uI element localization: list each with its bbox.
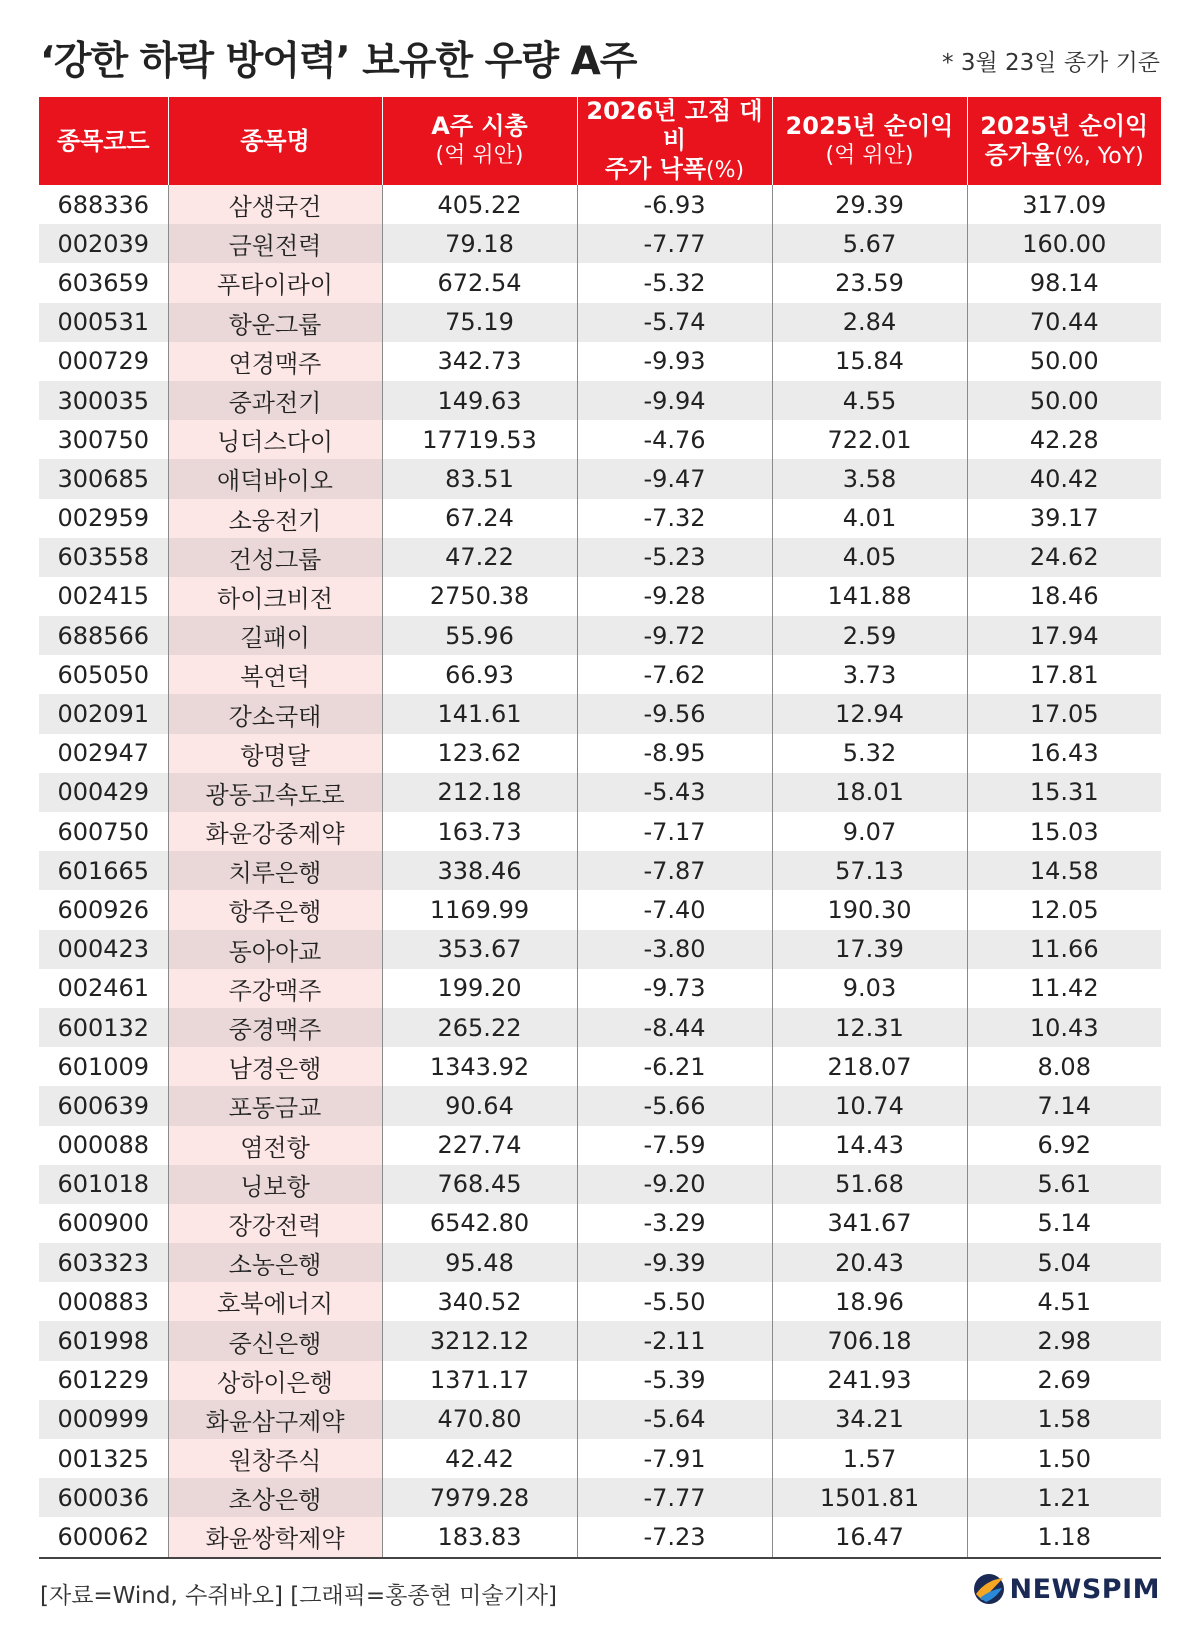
- table-row: [39, 185, 1161, 224]
- market-cap-cell: 1343.92: [382, 1047, 577, 1086]
- stock-code-cell: 000423: [39, 930, 168, 969]
- net-profit-cell: 141.88: [772, 577, 967, 616]
- stock-name-cell: 화윤강중제약: [168, 812, 382, 851]
- profit-growth-cell: 39.17: [967, 499, 1161, 538]
- date-note: * 3월 23일 종가 기준: [942, 50, 1160, 76]
- market-cap-cell: 183.83: [382, 1517, 577, 1557]
- market-cap-cell: 672.54: [382, 263, 577, 302]
- table-row: [39, 1282, 1161, 1321]
- net-profit-cell: 4.55: [772, 381, 967, 420]
- stock-code-cell: 600639: [39, 1086, 168, 1125]
- profit-growth-cell: 50.00: [967, 381, 1161, 420]
- profit-growth-cell: 4.51: [967, 1282, 1161, 1321]
- stock-code-cell: 601018: [39, 1165, 168, 1204]
- price-drop-cell: -6.21: [577, 1047, 772, 1086]
- net-profit-cell: 10.74: [772, 1086, 967, 1125]
- price-drop-cell: -3.29: [577, 1204, 772, 1243]
- market-cap-cell: 42.42: [382, 1439, 577, 1478]
- header-net-profit: 2025년 순이익 (억 위안): [772, 97, 967, 185]
- stock-name-cell: 삼생국건: [168, 185, 382, 224]
- table-row: [39, 538, 1161, 577]
- profit-growth-cell: 11.66: [967, 930, 1161, 969]
- profit-growth-cell: 6.92: [967, 1126, 1161, 1165]
- table-row: [39, 577, 1161, 616]
- net-profit-cell: 4.01: [772, 499, 967, 538]
- table-row: [39, 1126, 1161, 1165]
- market-cap-cell: 55.96: [382, 616, 577, 655]
- net-profit-cell: 5.32: [772, 734, 967, 773]
- profit-growth-cell: 317.09: [967, 185, 1161, 224]
- table-row: [39, 851, 1161, 890]
- table-row: [39, 459, 1161, 498]
- table-row: [39, 812, 1161, 851]
- table-row: [39, 1243, 1161, 1282]
- net-profit-cell: 722.01: [772, 420, 967, 459]
- price-drop-cell: -6.93: [577, 185, 772, 224]
- market-cap-cell: 163.73: [382, 812, 577, 851]
- price-drop-cell: -4.76: [577, 420, 772, 459]
- table-row: [39, 263, 1161, 302]
- net-profit-cell: 1.57: [772, 1439, 967, 1478]
- stock-table: [39, 97, 1161, 1559]
- profit-growth-cell: 42.28: [967, 420, 1161, 459]
- table-header-row: [39, 97, 1161, 185]
- stock-code-cell: 002415: [57, 582, 150, 611]
- table-row: [39, 1321, 1161, 1360]
- profit-growth-cell: 1.50: [967, 1439, 1161, 1478]
- stock-name-cell: 화윤삼구제약: [168, 1400, 382, 1439]
- profit-growth-cell: 160.00: [967, 224, 1161, 263]
- stock-name-cell: 소웅전기: [168, 499, 382, 538]
- market-cap-cell: 2750.38: [382, 577, 577, 616]
- market-cap-cell: 123.62: [382, 734, 577, 773]
- price-drop-cell: -7.32: [577, 499, 772, 538]
- market-cap-cell: 7979.28: [382, 1478, 577, 1517]
- price-drop-cell: -9.93: [577, 342, 772, 381]
- stock-name-cell: 푸타이라이: [168, 263, 382, 302]
- stock-name-cell: 애덕바이오: [168, 459, 382, 498]
- market-cap-cell: 6542.80: [382, 1204, 577, 1243]
- stock-name-cell: 치루은행: [168, 851, 382, 890]
- market-cap-cell: 79.18: [382, 224, 577, 263]
- stock-name-cell: 항주은행: [168, 890, 382, 929]
- stock-name-cell: 동아아교: [168, 930, 382, 969]
- profit-growth-cell: 5.61: [967, 1165, 1161, 1204]
- price-drop-cell: -9.39: [577, 1243, 772, 1282]
- market-cap-cell: 67.24: [382, 499, 577, 538]
- stock-name-cell: 하이크비전: [168, 577, 382, 616]
- profit-growth-cell: 16.43: [967, 734, 1161, 773]
- stock-code-cell: 600900: [57, 1209, 150, 1238]
- market-cap-cell: 227.74: [382, 1126, 577, 1165]
- stock-code-cell: 600062: [39, 1517, 168, 1557]
- stock-code-cell: 603323: [39, 1243, 168, 1282]
- net-profit-cell: 51.68: [772, 1165, 967, 1204]
- net-profit-cell: 218.07: [772, 1047, 967, 1086]
- profit-growth-cell: 98.14: [967, 263, 1161, 302]
- price-drop-cell: -9.94: [577, 381, 772, 420]
- stock-code-cell: 601229: [57, 1366, 150, 1395]
- stock-code-cell: 600132: [39, 1008, 168, 1047]
- price-drop-cell: -7.40: [577, 890, 772, 929]
- market-cap-cell: 1169.99: [382, 890, 577, 929]
- header-name: 종목명: [168, 97, 382, 185]
- profit-growth-cell: 5.04: [967, 1243, 1161, 1282]
- stock-name-cell: 금원전력: [168, 224, 382, 263]
- profit-growth-cell: 7.14: [967, 1086, 1161, 1125]
- market-cap-cell: 1371.17: [382, 1361, 577, 1400]
- profit-growth-cell: 12.05: [967, 890, 1161, 929]
- stock-name-cell: 주강맥주: [168, 969, 382, 1008]
- net-profit-cell: 2.84: [772, 303, 967, 342]
- price-drop-cell: -9.56: [577, 694, 772, 733]
- stock-name-cell: 소농은행: [168, 1243, 382, 1282]
- net-profit-cell: 2.59: [772, 616, 967, 655]
- table-row: [39, 890, 1161, 929]
- price-drop-cell: -5.66: [577, 1086, 772, 1125]
- net-profit-cell: 241.93: [772, 1361, 967, 1400]
- market-cap-cell: 141.61: [382, 694, 577, 733]
- stock-name-cell: 장강전력: [168, 1204, 382, 1243]
- table-row: [39, 1517, 1161, 1557]
- price-drop-cell: -9.28: [577, 577, 772, 616]
- newspim-logo-icon: [972, 1572, 1006, 1606]
- net-profit-cell: 20.43: [772, 1243, 967, 1282]
- stock-name-cell: 화윤쌍학제약: [168, 1517, 382, 1557]
- newspim-logo: [972, 1569, 1160, 1609]
- stock-code-cell: 300750: [57, 425, 150, 454]
- table-row: [39, 1400, 1161, 1439]
- stock-code-cell: 603659: [57, 268, 150, 297]
- profit-growth-cell: 70.44: [967, 303, 1161, 342]
- market-cap-cell: 768.45: [382, 1165, 577, 1204]
- stock-code-cell: 600926: [57, 895, 150, 924]
- stock-code-cell: 002039: [39, 224, 168, 263]
- market-cap-cell: 75.19: [382, 303, 577, 342]
- market-cap-cell: 95.48: [382, 1243, 577, 1282]
- price-drop-cell: -7.87: [577, 851, 772, 890]
- header-market-cap: A주 시총 (억 위안): [382, 97, 577, 185]
- price-drop-cell: -7.77: [577, 1478, 772, 1517]
- market-cap-cell: 149.63: [382, 381, 577, 420]
- price-drop-cell: -7.91: [577, 1439, 772, 1478]
- net-profit-cell: 34.21: [772, 1400, 967, 1439]
- stock-code-cell: 002091: [39, 694, 168, 733]
- market-cap-cell: 3212.12: [382, 1321, 577, 1360]
- price-drop-cell: -7.62: [577, 655, 772, 694]
- stock-name-cell: 포동금교: [168, 1086, 382, 1125]
- table-row: [39, 773, 1161, 812]
- stock-code-cell: 600036: [39, 1478, 168, 1517]
- profit-growth-cell: 17.81: [967, 655, 1161, 694]
- stock-name-cell: 상하이은행: [168, 1361, 382, 1400]
- net-profit-cell: 9.03: [772, 969, 967, 1008]
- stock-code-cell: 300685: [39, 459, 168, 498]
- price-drop-cell: -9.72: [577, 616, 772, 655]
- table-row: [39, 1047, 1161, 1086]
- market-cap-cell: 90.64: [382, 1086, 577, 1125]
- stock-name-cell: 중과전기: [168, 381, 382, 420]
- stock-name-cell: 강소국태: [168, 694, 382, 733]
- price-drop-cell: -5.32: [577, 263, 772, 302]
- table-row: [39, 499, 1161, 538]
- stock-code-cell: 000531: [39, 303, 168, 342]
- stock-name-cell: 염전항: [168, 1126, 382, 1165]
- table-row: [39, 1439, 1161, 1478]
- profit-growth-cell: 2.69: [967, 1361, 1161, 1400]
- net-profit-cell: 16.47: [772, 1517, 967, 1557]
- price-drop-cell: -9.20: [577, 1165, 772, 1204]
- market-cap-cell: 66.93: [382, 655, 577, 694]
- table-row: [39, 930, 1161, 969]
- price-drop-cell: -5.23: [577, 538, 772, 577]
- market-cap-cell: 405.22: [382, 185, 577, 224]
- table-row: [39, 1204, 1161, 1243]
- profit-growth-cell: 50.00: [967, 342, 1161, 381]
- stock-name-cell: 연경맥주: [168, 342, 382, 381]
- profit-growth-cell: 17.05: [967, 694, 1161, 733]
- stock-name-cell: 복연덕: [168, 655, 382, 694]
- table-row: [39, 1165, 1161, 1204]
- market-cap-cell: 47.22: [382, 538, 577, 577]
- market-cap-cell: 353.67: [382, 930, 577, 969]
- net-profit-cell: 23.59: [772, 263, 967, 302]
- table-row: [39, 420, 1161, 459]
- table-row: [39, 734, 1161, 773]
- page-title: ‘강한 하락 방어력’ 보유한 우량 A주: [40, 39, 637, 84]
- price-drop-cell: -5.39: [577, 1361, 772, 1400]
- profit-growth-cell: 40.42: [967, 459, 1161, 498]
- stock-name-cell: 중신은행: [168, 1321, 382, 1360]
- price-drop-cell: -8.44: [577, 1008, 772, 1047]
- stock-code-cell: 000999: [39, 1400, 168, 1439]
- table-row: [39, 1361, 1161, 1400]
- stock-code-cell: 002947: [57, 739, 150, 768]
- profit-growth-cell: 5.14: [967, 1204, 1161, 1243]
- stock-name-cell: 건성그룹: [168, 538, 382, 577]
- header-price-drop: 2026년 고점 대비 주가 낙폭(%): [577, 97, 772, 185]
- profit-growth-cell: 1.21: [967, 1478, 1161, 1517]
- stock-name-cell: 항명달: [168, 734, 382, 773]
- profit-growth-cell: 8.08: [967, 1047, 1161, 1086]
- stock-name-cell: 초상은행: [168, 1478, 382, 1517]
- price-drop-cell: -9.73: [577, 969, 772, 1008]
- market-cap-cell: 265.22: [382, 1008, 577, 1047]
- table-row: [39, 381, 1161, 420]
- market-cap-cell: 470.80: [382, 1400, 577, 1439]
- table-row: [39, 1008, 1161, 1047]
- stock-code-cell: 002461: [57, 974, 150, 1003]
- stock-name-cell: 길패이: [168, 616, 382, 655]
- profit-growth-cell: 17.94: [967, 616, 1161, 655]
- net-profit-cell: 3.73: [772, 655, 967, 694]
- stock-name-cell: 남경은행: [168, 1047, 382, 1086]
- stock-code-cell: 601009: [57, 1052, 150, 1081]
- table-row: [39, 655, 1161, 694]
- stock-name-cell: 광동고속도로: [168, 773, 382, 812]
- table-row: [39, 342, 1161, 381]
- net-profit-cell: 9.07: [772, 812, 967, 851]
- profit-growth-cell: 14.58: [967, 851, 1161, 890]
- price-drop-cell: -7.77: [577, 224, 772, 263]
- market-cap-cell: 17719.53: [382, 420, 577, 459]
- net-profit-cell: 57.13: [772, 851, 967, 890]
- price-drop-cell: -5.74: [577, 303, 772, 342]
- table-body: [39, 185, 1161, 1558]
- table-row: [39, 1086, 1161, 1125]
- profit-growth-cell: 2.98: [967, 1321, 1161, 1360]
- net-profit-cell: 1501.81: [772, 1478, 967, 1517]
- stock-code-cell: 605050: [57, 660, 150, 689]
- profit-growth-cell: 15.03: [967, 812, 1161, 851]
- market-cap-cell: 199.20: [382, 969, 577, 1008]
- table-row: [39, 969, 1161, 1008]
- net-profit-cell: 12.31: [772, 1008, 967, 1047]
- stock-code-cell: 000088: [57, 1131, 150, 1160]
- market-cap-cell: 338.46: [382, 851, 577, 890]
- net-profit-cell: 190.30: [772, 890, 967, 929]
- table-row: [39, 694, 1161, 733]
- price-drop-cell: -5.43: [577, 773, 772, 812]
- market-cap-cell: 342.73: [382, 342, 577, 381]
- price-drop-cell: -7.17: [577, 812, 772, 851]
- stock-code-cell: 688566: [39, 616, 168, 655]
- stock-name-cell: 닝더스다이: [168, 420, 382, 459]
- price-drop-cell: -3.80: [577, 930, 772, 969]
- market-cap-cell: 83.51: [382, 459, 577, 498]
- stock-code-cell: 001325: [57, 1444, 150, 1473]
- stock-name-cell: 닝보항: [168, 1165, 382, 1204]
- table-row: [39, 616, 1161, 655]
- stock-code-cell: 601665: [39, 851, 168, 890]
- price-drop-cell: -8.95: [577, 734, 772, 773]
- header-code: 종목코드: [39, 97, 168, 185]
- price-drop-cell: -7.23: [577, 1517, 772, 1557]
- profit-growth-cell: 15.31: [967, 773, 1161, 812]
- stock-code-cell: 688336: [57, 190, 150, 219]
- stock-code-cell: 600750: [57, 817, 150, 846]
- stock-code-cell: 002959: [57, 504, 150, 533]
- stock-code-cell: 601998: [39, 1321, 168, 1360]
- table-row: [39, 303, 1161, 342]
- net-profit-cell: 706.18: [772, 1321, 967, 1360]
- profit-growth-cell: 11.42: [967, 969, 1161, 1008]
- profit-growth-cell: 1.18: [967, 1517, 1161, 1557]
- stock-name-cell: 호북에너지: [168, 1282, 382, 1321]
- price-drop-cell: -5.64: [577, 1400, 772, 1439]
- table-row: [39, 224, 1161, 263]
- profit-growth-cell: 1.58: [967, 1400, 1161, 1439]
- market-cap-cell: 340.52: [382, 1282, 577, 1321]
- stock-code-cell: 000429: [39, 773, 168, 812]
- price-drop-cell: -7.59: [577, 1126, 772, 1165]
- logo-text: NEWSPIM: [1009, 1573, 1160, 1605]
- price-drop-cell: -5.50: [577, 1282, 772, 1321]
- net-profit-cell: 15.84: [772, 342, 967, 381]
- table-row: [39, 1478, 1161, 1517]
- net-profit-cell: 3.58: [772, 459, 967, 498]
- net-profit-cell: 17.39: [772, 930, 967, 969]
- net-profit-cell: 14.43: [772, 1126, 967, 1165]
- stock-code-cell: 603558: [39, 538, 168, 577]
- net-profit-cell: 18.01: [772, 773, 967, 812]
- net-profit-cell: 12.94: [772, 694, 967, 733]
- profit-growth-cell: 10.43: [967, 1008, 1161, 1047]
- net-profit-cell: 5.67: [772, 224, 967, 263]
- net-profit-cell: 341.67: [772, 1204, 967, 1243]
- stock-code-cell: 300035: [39, 381, 168, 420]
- price-drop-cell: -2.11: [577, 1321, 772, 1360]
- profit-growth-cell: 24.62: [967, 538, 1161, 577]
- stock-name-cell: 중경맥주: [168, 1008, 382, 1047]
- net-profit-cell: 18.96: [772, 1282, 967, 1321]
- price-drop-cell: -9.47: [577, 459, 772, 498]
- stock-code-cell: 000883: [57, 1287, 150, 1316]
- source-credit: [자료=Wind, 수쥐바오] [그래픽=홍종현 미술기자]: [40, 1583, 557, 1609]
- header-profit-growth: 2025년 순이익 증가율(%, YoY): [967, 97, 1161, 185]
- stock-code-cell: 000729: [57, 347, 150, 376]
- profit-growth-cell: 18.46: [967, 577, 1161, 616]
- stock-name-cell: 항운그룹: [168, 303, 382, 342]
- market-cap-cell: 212.18: [382, 773, 577, 812]
- net-profit-cell: 29.39: [772, 185, 967, 224]
- net-profit-cell: 4.05: [772, 538, 967, 577]
- stock-name-cell: 원창주식: [168, 1439, 382, 1478]
